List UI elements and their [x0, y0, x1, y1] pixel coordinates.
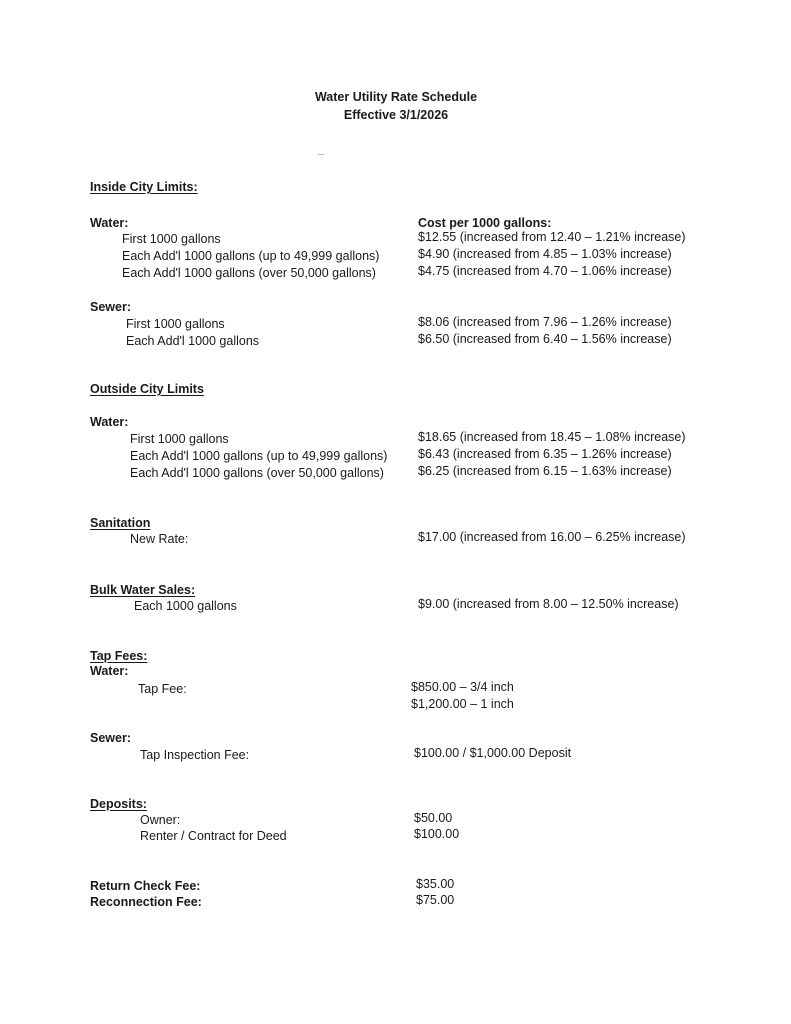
inside-sewer-rate: $8.06 (increased from 7.96 – 1.26% increase)	[418, 315, 672, 329]
inside-water-label: Water:	[90, 216, 129, 230]
sanitation-rate: $17.00 (increased from 16.00 – 6.25% increase)	[418, 530, 686, 544]
tap-inspection-value: $100.00 / $1,000.00 Deposit	[414, 746, 572, 760]
outside-water-item: Each Add'l 1000 gallons (up to 49,999 gallons)	[130, 449, 388, 463]
page-title: Water Utility Rate Schedule	[314, 90, 478, 104]
tap-water-label: Water:	[90, 664, 129, 678]
scan-mark	[318, 154, 324, 155]
outside-water-rate: $6.43 (increased from 6.35 – 1.26% increase)	[418, 447, 672, 461]
inside-sewer-item: First 1000 gallons	[126, 317, 225, 331]
return-check-fee-label: Return Check Fee:	[90, 879, 201, 893]
tap-sewer-label: Sewer:	[90, 731, 131, 745]
inside-city-heading: Inside City Limits:	[90, 180, 198, 194]
inside-sewer-rate: $6.50 (increased from 6.40 – 1.56% increase)	[418, 332, 672, 346]
bulk-water-heading: Bulk Water Sales:	[90, 583, 196, 597]
outside-water-rate: $6.25 (increased from 6.15 – 1.63% increase)	[418, 464, 672, 478]
deposit-item: Renter / Contract for Deed	[140, 829, 287, 843]
cost-header: Cost per 1000 gallons:	[418, 216, 552, 230]
inside-water-rate: $4.75 (increased from 4.70 – 1.06% increase)	[418, 264, 672, 278]
reconnection-fee-value: $75.00	[416, 893, 455, 907]
inside-water-rate: $12.55 (increased from 12.40 – 1.21% increase)	[418, 230, 686, 244]
inside-sewer-label: Sewer:	[90, 300, 131, 314]
reconnection-fee-label: Reconnection Fee:	[90, 895, 202, 909]
deposit-item: Owner:	[140, 813, 181, 827]
sanitation-heading: Sanitation	[90, 516, 151, 530]
tap-fee-value: $1,200.00 – 1 inch	[411, 697, 514, 711]
tap-fee-value: $850.00 – 3/4 inch	[411, 680, 514, 694]
inside-water-item: Each Add'l 1000 gallons (up to 49,999 gallons)	[122, 249, 380, 263]
deposits-heading: Deposits:	[90, 797, 147, 811]
inside-water-item: First 1000 gallons	[122, 232, 221, 246]
inside-water-rate: $4.90 (increased from 4.85 – 1.03% increase)	[418, 247, 672, 261]
outside-water-rate: $18.65 (increased from 18.45 – 1.08% increase)	[418, 430, 686, 444]
sanitation-item: New Rate:	[130, 532, 189, 546]
outside-water-item: First 1000 gallons	[130, 432, 229, 446]
effective-date: Effective 3/1/2026	[343, 108, 449, 122]
tap-fees-heading: Tap Fees:	[90, 649, 148, 663]
deposit-value: $50.00	[414, 811, 453, 825]
deposit-value: $100.00	[414, 827, 460, 841]
inside-water-item: Each Add'l 1000 gallons (over 50,000 gallons)	[122, 266, 376, 280]
outside-water-item: Each Add'l 1000 gallons (over 50,000 gallons)	[130, 466, 384, 480]
outside-city-heading: Outside City Limits	[90, 382, 204, 396]
tap-inspection-label: Tap Inspection Fee:	[140, 748, 250, 762]
inside-sewer-item: Each Add'l 1000 gallons	[126, 334, 260, 348]
return-check-fee-value: $35.00	[416, 877, 455, 891]
bulk-water-item: Each 1000 gallons	[134, 599, 237, 613]
outside-water-label: Water:	[90, 415, 129, 429]
tap-fee-label: Tap Fee:	[138, 682, 187, 696]
bulk-water-rate: $9.00 (increased from 8.00 – 12.50% increase)	[418, 597, 679, 611]
